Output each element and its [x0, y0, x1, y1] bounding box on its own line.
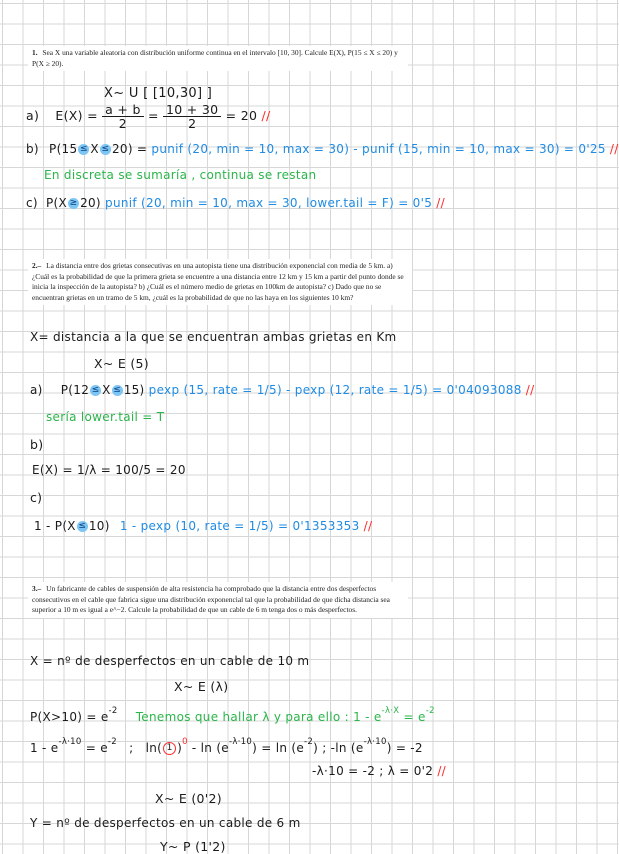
- problem-number: 3.–: [32, 584, 42, 593]
- p1-part-b: [26, 142, 619, 156]
- lhs-var: X: [90, 142, 99, 156]
- p3-solve-lambda: [312, 764, 446, 778]
- eq-rhs: = e: [85, 741, 108, 755]
- fraction-a-plus-b: [102, 103, 144, 130]
- done-tick: //: [363, 519, 373, 533]
- done-tick: //: [261, 108, 271, 123]
- pexp-expression: 1 - pexp (10, rate = 1/5) = 0'1353353: [119, 519, 360, 533]
- problem-1-statement: [28, 46, 408, 71]
- lhs-open: P(15: [49, 142, 78, 156]
- circled-one: 1: [163, 742, 176, 755]
- pexp-expression: pexp (15, rate = 1/5) - pexp (12, rate = 1/5) = 0'04093088: [148, 383, 522, 397]
- p3-distribution-y: Y~ P (1'2): [160, 839, 226, 854]
- punif-expression: punif (20, min = 10, max = 30) - punif (15, min = 10, max = 30) = 0'25: [151, 142, 606, 156]
- exponent: -λ·10: [363, 737, 387, 747]
- separator: ;: [129, 741, 134, 755]
- p2-part-c: [34, 519, 372, 533]
- probability-lhs: [49, 142, 151, 156]
- problem-text: La distancia entre dos grietas consecutivas en una autopista tiene una distribución exponencial con media de 5 km. a) ¿Cuál es la probabilidad de que la primera grieta se encuentre a una distancia entre 12 km y 15 km a partir del punto donde se inicia la inspección de la autopista? b) ¿Cuál es el número medio de grietas en 100km de autopista? c) Dado que no se encuentran grietas en un tramo de 5 km, ¿cuál es la probabilidad de que no las haya en los siguientes 10 km?: [32, 261, 404, 302]
- fraction-denominator: 2: [118, 116, 128, 131]
- exponent: -λ·X: [381, 706, 400, 716]
- fraction-numerator: 10 + 30: [163, 103, 221, 117]
- highlight-leq: ≤: [78, 521, 87, 531]
- part-label: b): [26, 142, 39, 156]
- condition-text: P(X>10) = e: [30, 710, 109, 724]
- ln-part: ) = -2: [386, 741, 423, 755]
- done-tick: //: [437, 764, 447, 778]
- p3-distribution-lambda: X~ E (0'2): [155, 791, 222, 806]
- p2-note-lower-tail: sería lower.tail = T: [46, 410, 165, 424]
- highlight-leq: ≤: [91, 385, 100, 395]
- punif-expression: punif (20, min = 10, max = 30, lower.tail = F) = 0'5: [105, 196, 433, 210]
- ln-part: ) ; -ln (e: [313, 741, 364, 755]
- solve-expression: -λ·10 = -2 ; λ = 0'2: [312, 764, 434, 778]
- equals-sign: =: [147, 108, 159, 123]
- highlight-leq: ≤: [113, 385, 122, 395]
- p3-definition-y: Y = nº de desperfectos en un cable de 6 m: [30, 816, 301, 830]
- part-label: a): [26, 108, 40, 123]
- problem-number: 2.–: [32, 261, 42, 270]
- p1-distribution: X~ U [ [10,30] ]: [104, 86, 213, 101]
- p2-part-a: [30, 383, 534, 397]
- problem-2-statement: [28, 259, 412, 305]
- ln-part: ) = ln (e: [252, 741, 305, 755]
- exponent: -λ·10: [229, 737, 253, 747]
- exponent: -λ·10: [58, 737, 82, 747]
- exponent: -2: [107, 737, 117, 747]
- fraction-values: [163, 103, 221, 130]
- lhs-close: 20): [80, 196, 101, 210]
- problem-text: Sea X una variable aleatoria con distribución uniforme continua en el intervalo [10, 30]. Calcule E(X), P(15 ≤ X ≤ 20) y P(X ≥ 20).: [32, 48, 398, 68]
- problem-number: 1.: [32, 48, 38, 57]
- highlight-leq: ≤: [101, 144, 110, 154]
- fraction-denominator: 2: [188, 116, 197, 131]
- part-label: c): [26, 196, 38, 210]
- p1-part-c: [26, 196, 445, 210]
- lhs-var: X: [102, 383, 111, 397]
- problem-3-statement: [28, 582, 408, 618]
- lhs-close: 15): [123, 383, 145, 397]
- expectation-lhs: E(X) =: [55, 108, 98, 123]
- probability-lhs: [61, 383, 149, 397]
- ln-open: ln(: [145, 741, 163, 755]
- p2-definition: X= distancia a la que se encuentran ambas grietas en Km: [30, 330, 397, 344]
- exponent: -2: [425, 706, 435, 716]
- p1-note-discrete: En discreta se sumaría , continua se restan: [44, 168, 317, 182]
- p1-part-a: [26, 103, 271, 130]
- lhs-close: 20) =: [111, 142, 148, 156]
- expr-rhs: = e: [403, 710, 426, 724]
- p3-log-equation: [30, 737, 423, 755]
- p3-condition: [30, 706, 435, 724]
- problem-text: Un fabricante de cables de suspensión de alta resistencia ha comprobado que la distancia entre dos desperfectos consecutivos en el cable que fabrica sigue una distribución exponencial tal que la probabilidad de que dicha distancia sea superior a 10 m es igual a e^−2. Calcule la probabilidad de que un cable de 6 m tenga dos o más desperfectos.: [32, 584, 390, 615]
- part-label: a): [30, 383, 43, 397]
- fraction-numerator: a + b: [102, 103, 144, 117]
- eq-lhs: 1 - e: [30, 741, 59, 755]
- lhs-open: 1 - P(X: [34, 519, 76, 533]
- probability-lhs: [46, 196, 105, 210]
- condition-note: Tenemos que hallar λ y para ello :: [135, 710, 349, 724]
- p2-part-c-label: c): [30, 490, 43, 505]
- result: = 20: [225, 108, 258, 123]
- exponent: -2: [304, 737, 314, 747]
- lhs-open: P(12: [60, 383, 90, 397]
- ln-close: ): [177, 741, 183, 755]
- p2-part-b-expression: E(X) = 1/λ = 100/5 = 20: [32, 463, 186, 477]
- p2-distribution: X~ E (5): [94, 356, 149, 371]
- probability-lhs: [34, 519, 114, 533]
- lhs-open: P(X: [46, 196, 68, 210]
- zero-annotation: 0: [182, 737, 188, 747]
- condition-lhs: [30, 706, 118, 724]
- exponent: -2: [108, 706, 118, 716]
- ln-part: - ln (e: [191, 741, 229, 755]
- p3-definition: X = nº de desperfectos en un cable de 10 m: [30, 654, 310, 668]
- done-tick: //: [436, 196, 445, 210]
- condition-note-expr: [353, 706, 435, 724]
- p2-part-b-label: b): [30, 437, 44, 452]
- p3-distribution: X~ E (λ): [174, 679, 229, 694]
- done-tick: //: [609, 142, 619, 156]
- expr-base: 1 - e: [353, 710, 382, 724]
- done-tick: //: [525, 383, 535, 397]
- highlight-geq: ≥: [69, 198, 78, 208]
- lhs-close: 10): [88, 519, 110, 533]
- highlight-leq: ≤: [80, 144, 88, 154]
